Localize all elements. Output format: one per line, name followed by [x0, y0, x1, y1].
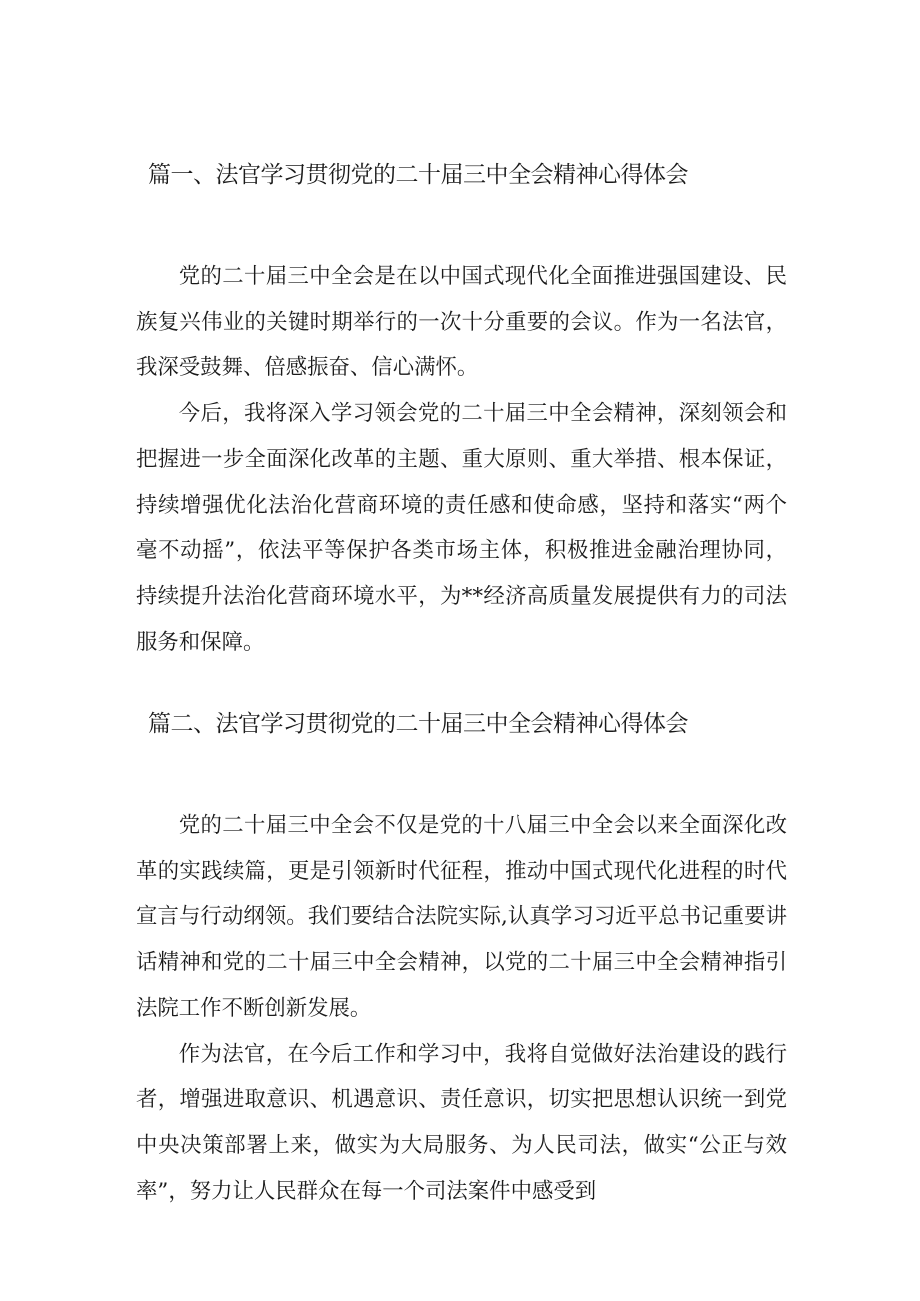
- section-1-paragraph: 今后，我将深入学习领会党的二十届三中全会精神，深刻领会和把握进一步全面深化改革的主题、重大原则、重大举措、根本保证，持续增强优化法治化营商环境的责任感和使命感，坚持和落实“两个毫不动摇”，依法平等保护各类市场主体，积极推进金融治理协同，持续提升法治化营商环境水平，为**经济高质量发展提供有力的司法服务和保障。: [136, 401, 787, 655]
- section-2-paragraph: 作为法官，在今后工作和学习中，我将自觉做好法治建设的践行者，增强进取意识、机遇意识、责任意识，切实把思想认识统一到党中央决策部署上来，做实为大局服务、为人民司法，做实“公正与效率”，努力让人民群众在每一个司法案件中感受到: [136, 1041, 787, 1204]
- section-1-heading: 篇一、法官学习贯彻党的二十届三中全会精神心得体会: [148, 162, 688, 188]
- section-2-heading: 篇二、法官学习贯彻党的二十届三中全会精神心得体会: [148, 711, 688, 737]
- section-1-paragraph: 党的二十届三中全会是在以中国式现代化全面推进强国建设、民族复兴伟业的关键时期举行的一次十分重要的会议。作为一名法官，我深受鼓舞、倍感振奋、信心满怀。: [136, 264, 787, 381]
- section-2-paragraph: 党的二十届三中全会不仅是党的十八届三中全会以来全面深化改革的实践续篇，更是引领新时代征程，推动中国式现代化进程的时代宣言与行动纲领。我们要结合法院实际,认真学习习近平总书记重要讲话精神和党的二十届三中全会精神，以党的二十届三中全会精神指引法院工作不断创新发展。: [136, 813, 787, 1021]
- section-2-body: [136, 803, 787, 1214]
- section-1-body: [136, 254, 787, 665]
